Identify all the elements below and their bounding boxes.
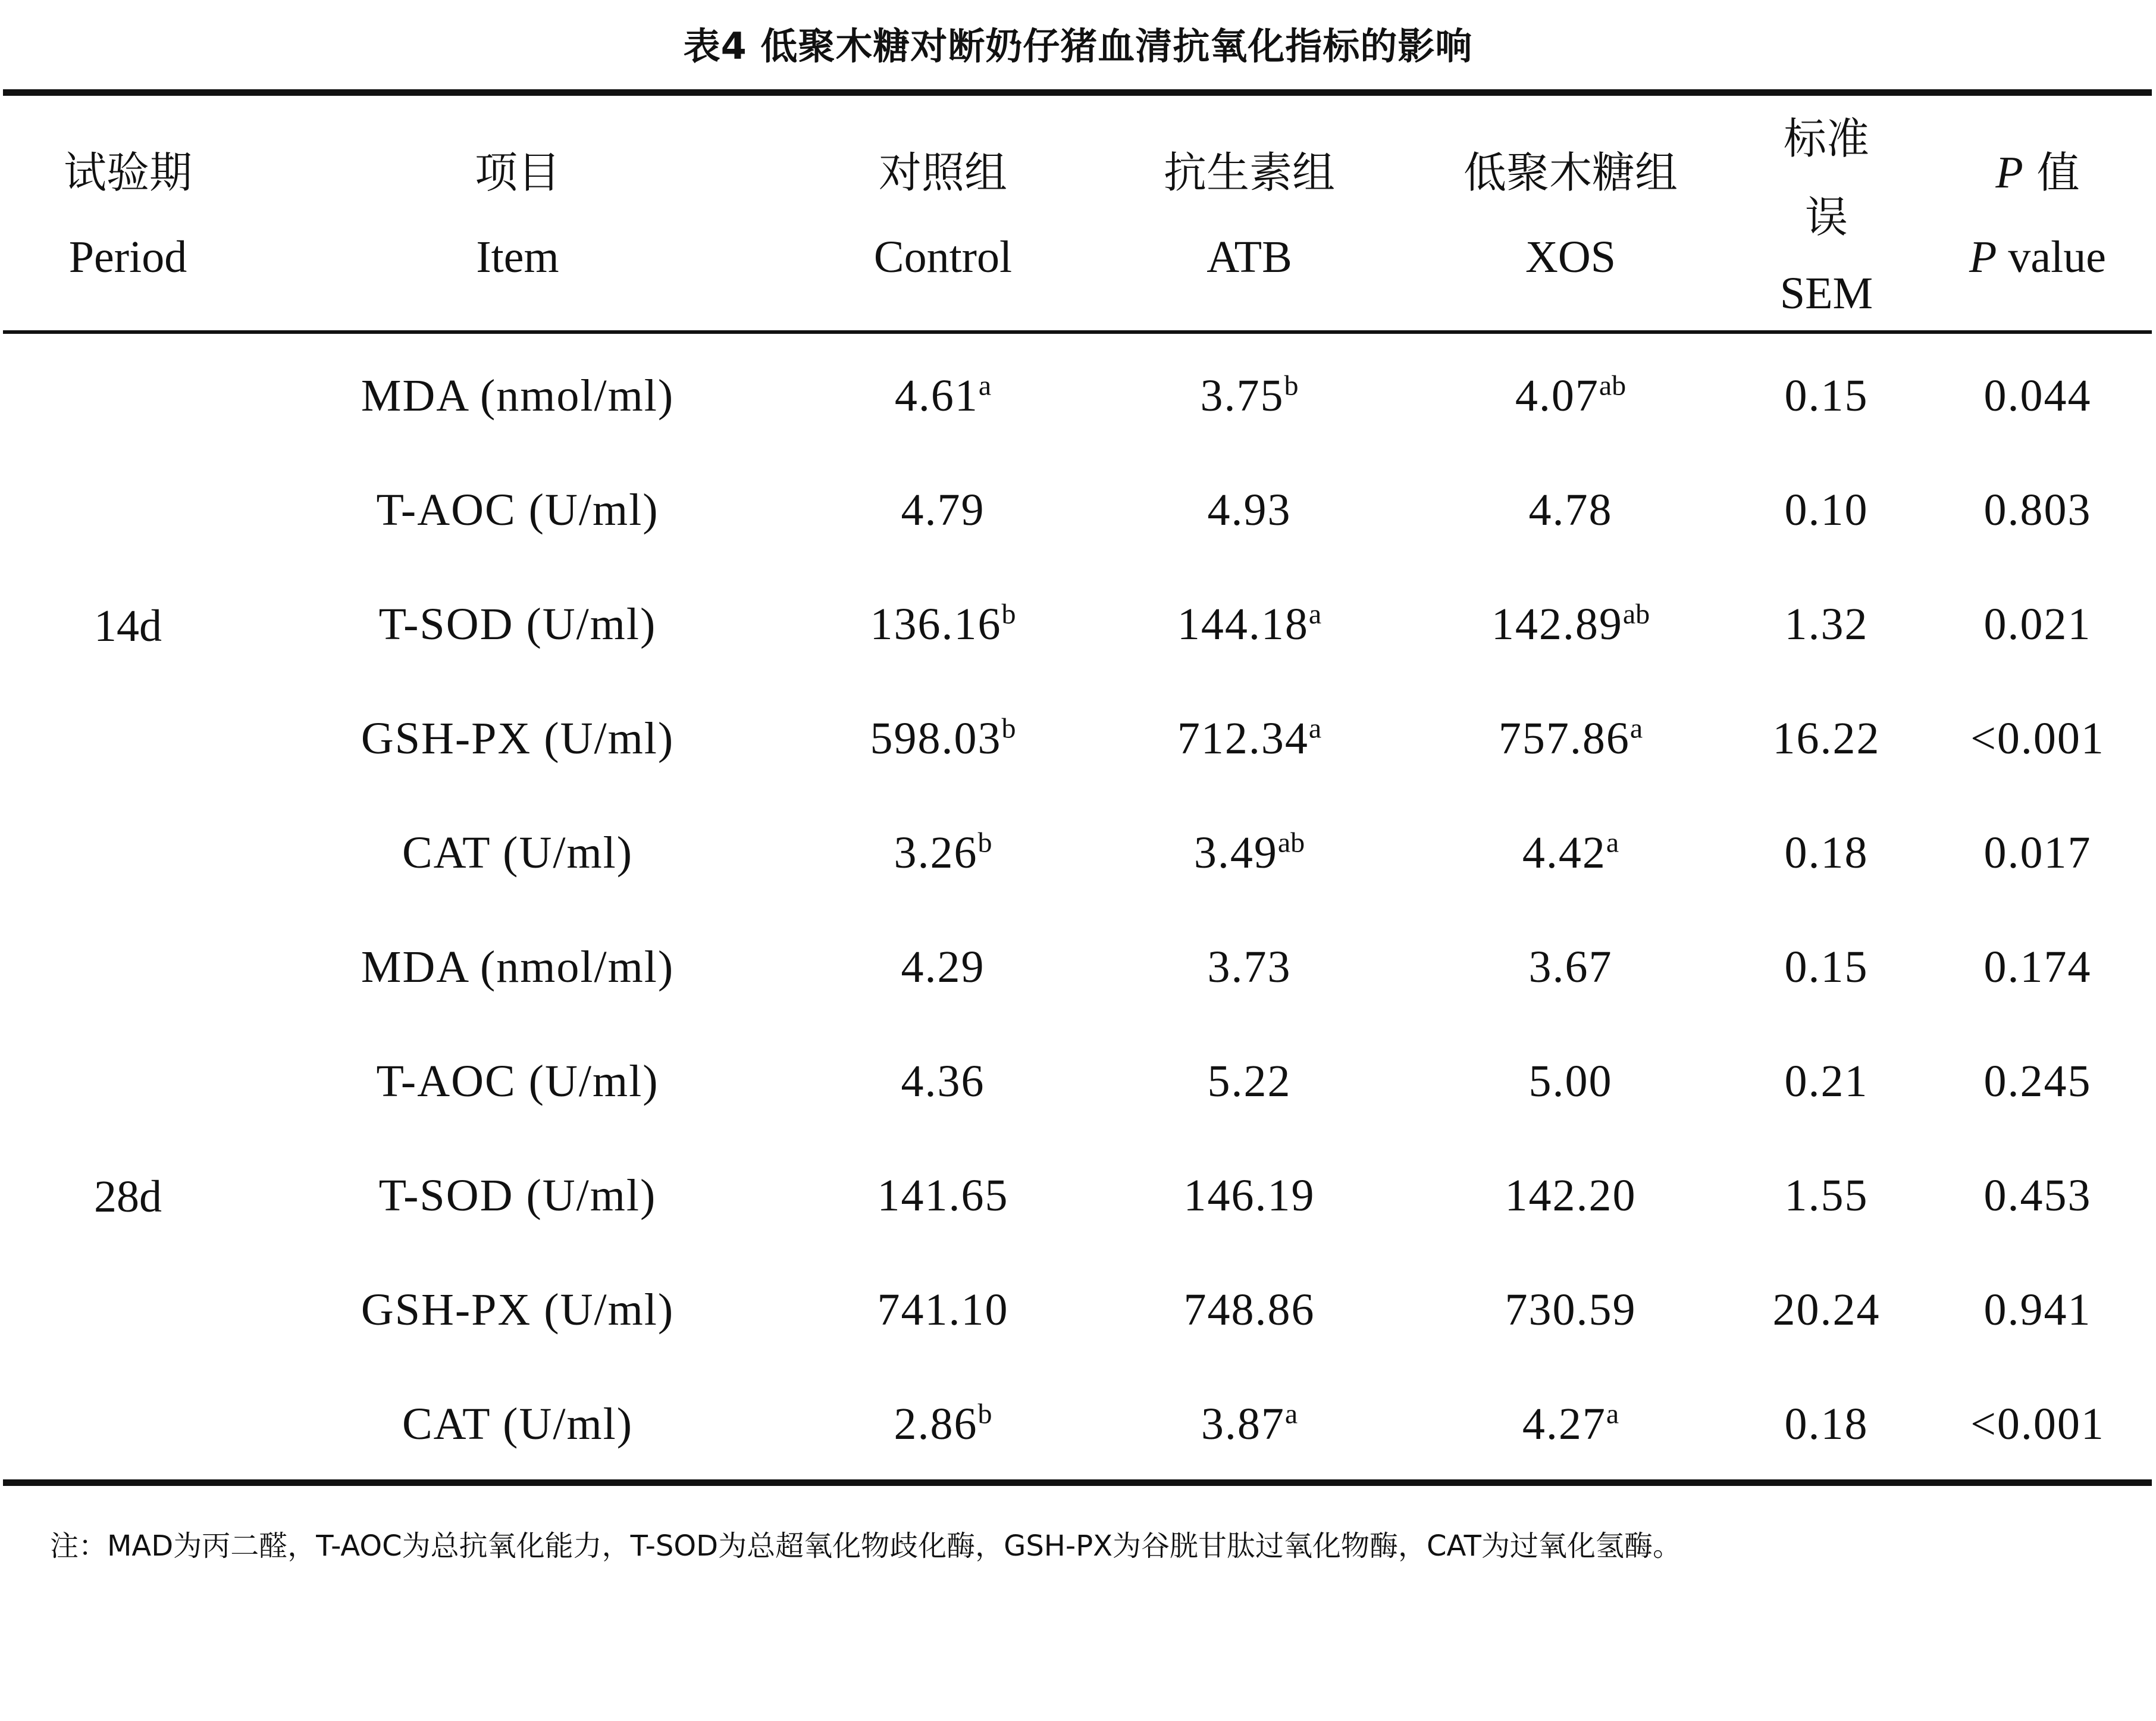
header-item-en: Item [476,232,559,282]
control-cell [797,910,1089,1024]
item-cell [238,796,797,910]
control-cell-value: 3.26 [894,828,978,878]
table-row [0,453,2156,567]
header-item [238,100,797,330]
xos-cell [1410,681,1731,796]
atb-cell-value: 3.73 [1207,942,1292,992]
sem-cell [1731,453,1922,567]
xos-cell [1410,1367,1731,1481]
sem-cell [1731,1367,1922,1481]
control-cell-value: 4.79 [901,485,985,535]
control-cell-value: 4.36 [901,1056,985,1106]
significance-letter: a [1606,1398,1619,1430]
xos-cell [1410,910,1731,1024]
xos-cell-value: 4.42 [1522,828,1606,878]
control-cell-value: 2.86 [894,1399,978,1449]
p-value-cell-value: <0.001 [1970,714,2105,764]
atb-cell-value: 3.75 [1200,371,1284,421]
atb-cell [1089,796,1410,910]
header-xos-zh: 低聚木糖组 [1463,148,1678,198]
significance-letter: b [1284,370,1299,402]
significance-letter: a [1629,712,1643,744]
item-cell-value: MDA (nmol/ml) [361,942,675,992]
item-cell [238,453,797,567]
header-p-en-suffix: value [1997,232,2107,282]
xos-cell [1410,1138,1731,1253]
p-value-cell [1922,453,2154,567]
control-cell-value: 741.10 [877,1285,1009,1335]
header-sem-zh-line1: 标准 [1783,114,1869,164]
item-cell-value: GSH-PX (U/ml) [361,714,675,764]
p-value-cell [1922,1024,2154,1138]
control-cell [797,1024,1089,1138]
p-value-cell [1922,681,2154,796]
sem-cell-value: 0.15 [1784,371,1869,421]
item-cell-value: T-AOC (U/ml) [376,485,659,535]
header-period-en: Period [68,232,187,282]
header-item-zh: 项目 [474,148,560,198]
sem-cell-value: 0.15 [1784,942,1869,992]
header-xos [1410,100,1731,330]
atb-cell-value: 3.87 [1201,1399,1285,1449]
header-xos-en: XOS [1525,232,1616,282]
atb-cell [1089,339,1410,453]
atb-cell [1089,1024,1410,1138]
p-value-cell-value: 0.803 [1983,485,2092,535]
sem-cell [1731,910,1922,1024]
atb-cell-value: 712.34 [1177,714,1309,764]
header-p-zh [1995,130,2079,215]
control-cell [797,1253,1089,1367]
p-value-cell-value: <0.001 [1970,1399,2105,1449]
header-period-zh: 试验期 [63,148,192,198]
table-row [0,567,2156,681]
sem-cell [1731,339,1922,453]
sem-cell-value: 0.21 [1784,1056,1869,1106]
xos-cell-value: 4.27 [1522,1399,1606,1449]
header-atb-en: ATB [1207,232,1292,282]
sem-cell [1731,1138,1922,1253]
header-period [18,100,238,330]
table-title: 表4 低聚木糖对断奶仔猪血清抗氧化指标的影响 [683,24,1473,68]
significance-letter: b [977,827,992,859]
top-rule [3,89,2152,96]
significance-letter: ab [1622,598,1650,630]
header-control-zh: 对照组 [878,148,1007,198]
control-cell [797,453,1089,567]
atb-cell [1089,1138,1410,1253]
xos-cell [1410,1253,1731,1367]
header-atb-zh: 抗生素组 [1163,148,1335,198]
p-value-cell-value: 0.021 [1983,599,2092,649]
significance-letter: b [1001,712,1016,744]
control-cell [797,681,1089,796]
sem-cell [1731,681,1922,796]
period-label: 14d [94,601,162,651]
atb-cell [1089,453,1410,567]
control-cell-value: 136.16 [870,599,1002,649]
significance-letter: a [1308,598,1322,630]
item-cell [238,1024,797,1138]
item-cell [238,1138,797,1253]
xos-cell [1410,796,1731,910]
control-cell-value: 4.61 [894,371,979,421]
xos-cell-value: 730.59 [1505,1285,1637,1335]
table-footnote: 注：MAD为丙二醛，T-AOC为总抗氧化能力，T-SOD为总超氧化物歧化酶，GSH-PX为谷胱甘肽过氧化物酶，CAT为过氧化氢酶。 [50,1529,1681,1563]
control-cell [797,1138,1089,1253]
atb-cell-value: 144.18 [1177,599,1309,649]
atb-cell-value: 748.86 [1183,1285,1315,1335]
significance-letter: b [1001,598,1016,630]
sem-cell-value: 16.22 [1772,714,1881,764]
item-cell-value: MDA (nmol/ml) [361,371,675,421]
p-value-cell-value: 0.245 [1983,1056,2092,1106]
item-cell-value: T-SOD (U/ml) [378,1171,657,1221]
header-p-italic-en: P [1969,232,1997,282]
p-value-cell-value: 0.453 [1983,1171,2092,1221]
item-cell [238,1367,797,1481]
xos-cell-value: 142.20 [1505,1171,1637,1221]
p-value-cell [1922,1138,2154,1253]
table-row [0,796,2156,910]
atb-cell-value: 146.19 [1183,1171,1315,1221]
p-value-cell [1922,796,2154,910]
control-cell [797,567,1089,681]
xos-cell [1410,1024,1731,1138]
p-value-cell [1922,1253,2154,1367]
item-cell-value: CAT (U/ml) [402,1399,634,1449]
significance-letter: ab [1277,827,1305,859]
sem-cell [1731,567,1922,681]
control-cell-value: 598.03 [870,714,1002,764]
xos-cell [1410,453,1731,567]
significance-letter: b [977,1398,992,1430]
atb-cell [1089,681,1410,796]
item-cell-value: T-AOC (U/ml) [376,1056,659,1106]
header-rule [3,330,2152,334]
p-value-cell-value: 0.017 [1983,828,2092,878]
p-value-cell [1922,567,2154,681]
significance-letter: a [1284,1398,1298,1430]
significance-letter: ab [1599,370,1627,402]
header-atb [1089,100,1410,330]
control-cell [797,796,1089,910]
table-row [0,1367,2156,1481]
sem-cell [1731,1024,1922,1138]
sem-cell-value: 1.55 [1784,1171,1869,1221]
sem-cell-value: 0.10 [1784,485,1869,535]
control-cell-value: 4.29 [901,942,985,992]
item-cell [238,339,797,453]
table-row [0,910,2156,1024]
table-row [0,681,2156,796]
significance-letter: a [1308,712,1322,744]
p-value-cell [1922,339,2154,453]
atb-cell [1089,910,1410,1024]
atb-cell-value: 3.49 [1193,828,1278,878]
item-cell-value: GSH-PX (U/ml) [361,1285,675,1335]
xos-cell-value: 5.00 [1528,1056,1613,1106]
xos-cell-value: 4.07 [1515,371,1599,421]
significance-letter: a [978,370,992,402]
item-cell-value: T-SOD (U/ml) [378,599,657,649]
sem-cell-value: 20.24 [1772,1285,1881,1335]
table-row [0,1253,2156,1367]
bottom-rule [3,1479,2152,1486]
control-cell [797,1367,1089,1481]
atb-cell [1089,1253,1410,1367]
p-value-cell-value: 0.174 [1983,942,2092,992]
sem-cell [1731,796,1922,910]
control-cell-value: 141.65 [877,1171,1009,1221]
xos-cell [1410,567,1731,681]
significance-letter: a [1606,827,1619,859]
period-label: 28d [94,1172,162,1222]
p-value-cell [1922,1367,2154,1481]
table-row [0,339,2156,453]
atb-cell-value: 5.22 [1207,1056,1292,1106]
table-row [0,1024,2156,1138]
header-sem [1731,100,1922,330]
p-value-cell-value: 0.044 [1983,371,2092,421]
atb-cell [1089,1367,1410,1481]
xos-cell-value: 4.78 [1528,485,1613,535]
p-value-cell [1922,910,2154,1024]
item-cell-value: CAT (U/ml) [402,828,634,878]
item-cell [238,681,797,796]
header-p-en [1969,215,2106,299]
header-control-en: Control [873,232,1013,282]
p-value-cell-value: 0.941 [1983,1285,2092,1335]
header-p-value [1922,100,2154,330]
item-cell [238,910,797,1024]
sem-cell-value: 0.18 [1784,1399,1869,1449]
atb-cell [1089,567,1410,681]
atb-cell-value: 4.93 [1207,485,1292,535]
xos-cell-value: 142.89 [1491,599,1623,649]
sem-cell-value: 0.18 [1784,828,1869,878]
header-p-zh-suffix: 值 [2023,148,2080,198]
header-sem-en: SEM [1779,268,1873,318]
header-sem-zh-line2: 误 [1804,192,1848,242]
xos-cell-value: 757.86 [1498,714,1630,764]
header-control [797,100,1089,330]
item-cell [238,1253,797,1367]
xos-cell [1410,339,1731,453]
item-cell [238,567,797,681]
header-p-italic: P [1995,148,2023,198]
sem-cell [1731,1253,1922,1367]
sem-cell-value: 1.32 [1784,599,1869,649]
control-cell [797,339,1089,453]
table-row [0,1138,2156,1253]
xos-cell-value: 3.67 [1528,942,1613,992]
